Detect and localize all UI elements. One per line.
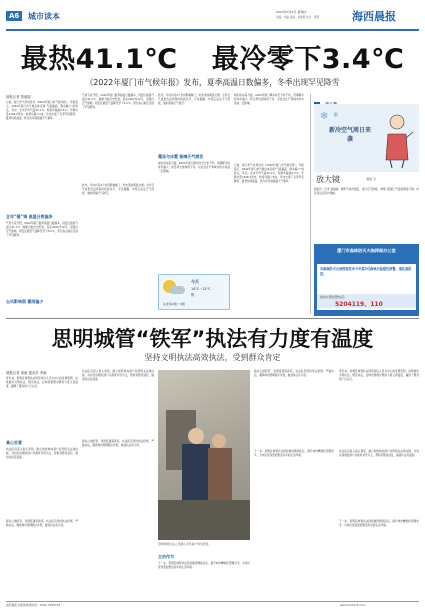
story1-col-4b: 日前，厦门市气象局发布《2022年厦门市气候年报》。年报显示，2022年厦门市气候总体呈现“气温偏高、降水偏少”的特点，其中，全市平均气温22.1℃，较常年偏高0.3℃；年降水量1166.2毫米，较常年偏少2成。年内出现了冬季罕见降雪、夏季持续高温、秋冬连旱等极端天气事件。 xyxy=(234,164,304,183)
story2-photo xyxy=(158,370,250,540)
weather-box xyxy=(158,274,230,310)
headline-hot: 最热41.1℃ xyxy=(20,44,178,75)
page-number-tag: A6 xyxy=(6,11,22,21)
story1-subhead-1: 全年“暖”调 高温日数偏多 xyxy=(6,214,53,219)
weather-temp: 14℃～21℃ xyxy=(191,287,211,291)
section-name: 城市读本 xyxy=(28,12,60,21)
weather-wind: 东北风2级～3级 xyxy=(163,302,185,306)
story2-col-4: 面对占道经营、违规搭建等顽疾，执法队员坚持依法依规、严格执法，确保城市管理秩序井然，做到执法有力度。 xyxy=(254,370,334,377)
footer-right: www.xmhxcb.com xyxy=(340,603,366,607)
story2-col-1c: 面对占道经营、违规搭建等顽疾，执法队员坚持依法依规、严格执法，确保城市管理秩序井然，做到执法有力度。 xyxy=(6,520,78,527)
story2-col-1: 近年来，思明区城管执法局坚持以人民为中心的发展思想，持续推进文明执法、规范执法，在城市管理中既讲力度又讲温度，赢得了群众的广泛认可。 xyxy=(6,377,78,388)
story2-col-2: 执法队员深入街头巷尾，耐心细致地向商户宣传相关法律法规，对初次违规的商户以教育劝导为主，帮助其整改到位，做到执法有温度。 xyxy=(82,370,154,381)
hotline-number: 5204119、110 xyxy=(335,301,383,308)
cartoon-figure-icon xyxy=(380,112,414,170)
sidebar-divider xyxy=(310,94,311,314)
story1-byline: 晨报记者 蔡丽丽 xyxy=(6,95,31,99)
story2-col-5: 近年来，思明区城管执法局坚持以人民为中心的发展思想，持续推进文明执法、规范执法，在城市管理中既讲力度又讲温度，赢得了群众的广泛认可。 xyxy=(339,370,419,381)
story2-byline: 晨报记者 周丽 通讯员 李颖 xyxy=(6,371,47,375)
story1-headline xyxy=(6,37,419,75)
svg-text:❄: ❄ xyxy=(320,111,329,122)
story1-col-3: 此外，年内共有4个台风影响厦门，均未造成明显灾情；全年空气质量优良率保持较高水平。专家提醒，市民应关注天气预报，做好极端天气防范。 xyxy=(158,94,230,105)
story2-col-5c: 下一步，思明区城管执法局将继续锤炼队伍，提升城市精细化管理水平，为市民营造更加整洁有序的生活环境。 xyxy=(339,520,419,527)
editor-line: 责编：刘建 美编：刘建霞 校对：黄霞 xyxy=(276,16,320,19)
story2-col-2b: 面对占道经营、违规搭建等顽疾，执法队员坚持依法依规、严格执法，确保城市管理秩序井然，做到执法有力度。 xyxy=(82,440,154,447)
story2-col-5b: 执法队员深入街头巷尾，耐心细致地向商户宣传相关法律法规，对初次违规的商户以教育劝导为主，帮助其整改到位，做到执法有温度。 xyxy=(339,450,419,457)
story1-col-3b: 雨水和冰雹方面，2022年厦门降水时空分布不均，汛期降水较常年偏少，秋冬季出现持续干旱，对农业生产和城市供水造成一定影响。 xyxy=(158,162,230,173)
story1-subhead: 《2022年厦门市气候年报》发布，夏季高温日数偏多，冬季出现罕见降雪 xyxy=(85,78,340,87)
story2-subhead-1: 真心实意 xyxy=(6,440,22,445)
headline-cold: 最冷零下3.4℃ xyxy=(211,44,405,75)
page-header xyxy=(6,8,419,28)
ad-title: 厦门市森林防灭火指挥部办公室 xyxy=(337,248,396,253)
footer-left: 海西晨报全媒体新闻热线：0592-5393333 xyxy=(6,603,61,607)
story1-col-1: 日前，厦门市气象局发布《2022年厦门市气候年报》。年报显示，2022年厦门市气候总体呈现“气温偏高、降水偏少”的特点，其中，全市平均气温22.1℃，较常年偏高0.3℃；年降水量1166.2毫米，较常年偏少2成。年内出现了冬季罕见降雪、夏季持续高温、秋冬连旱等极端天气事件。 xyxy=(6,101,78,120)
forest-fire-ad xyxy=(314,244,419,316)
sidebar-author: 放大镜 xyxy=(316,175,340,184)
story2-col-4b: 下一步，思明区城管执法局将继续锤炼队伍，提升城市精细化管理水平，为市民营造更加整洁有序的生活环境。 xyxy=(254,450,334,457)
story2-subhead: 坚持文明执法高效执法，受到群众肯定 xyxy=(144,353,281,362)
story1-col-2: 气象专家介绍，2022年厦门夏季高温日数偏多，同安区最高气温达41.1℃，刷新当地历史纪录；而在2022年12月，受强冷空气影响，同安区最低气温降至零下3.4℃，部分高山地区出现了罕见降雪。 xyxy=(82,94,154,109)
hotline-label: 森林火警报警电话： xyxy=(320,295,348,299)
ad-body: 市森林防灭火指挥部发布今年第2号森林火险橙色预警，请注意防范。 xyxy=(320,267,412,276)
cartoon-illustration xyxy=(314,104,419,172)
ad-panel xyxy=(317,264,416,310)
weather-desc: 阴 xyxy=(191,293,195,297)
sidebar-body: 晨报讯（记者 蔡丽丽）据市气象台预报，受冷空气影响，本周日起厦门气温将明显下降，市民需注意添衣保暖。 xyxy=(314,188,419,195)
story1-col-2b: 此外，年内共有4个台风影响厦门，均未造成明显灾情；全年空气质量优良率保持较高水平。专家提醒，市民应关注天气预报，做好极端天气防范。 xyxy=(82,184,154,195)
header-rule xyxy=(6,29,419,31)
cartoon-caption: 新冷空气周日来袭 xyxy=(328,127,371,143)
issue-date: 2023年3月9日 星期四 xyxy=(276,10,307,14)
story2-subhead-2: 主动作为 xyxy=(158,554,174,559)
story1-body xyxy=(6,94,306,314)
snowflake-icon xyxy=(318,108,346,122)
story1-subhead-3: 霜冻与冰雹 极端天气频发 xyxy=(158,154,204,159)
resident-head-icon xyxy=(212,434,226,448)
story2-body xyxy=(6,370,419,598)
sidebar-column-head xyxy=(314,94,354,102)
story2-headline: 思明城管“铁军”执法有力度有温度 xyxy=(51,327,374,351)
story2-col-1b: 执法队员深入街头巷尾，耐心细致地向商户宣传相关法律法规，对初次违规的商户以教育劝导为主，帮助其整改到位，做到执法有温度。 xyxy=(6,448,78,459)
sidebar xyxy=(314,94,419,316)
story1-subhead-2: 台风影响弱 暴雨偏少 xyxy=(6,299,44,304)
story1-col-4: 雨水和冰雹方面，2022年厦门降水时空分布不均，汛期降水较常年偏少，秋冬季出现持续干旱，对农业生产和城市供水造成一定影响。 xyxy=(234,94,304,105)
story-separator xyxy=(6,318,419,319)
resident-figure-icon xyxy=(208,448,232,500)
story1-col-1b: 气象专家介绍，2022年厦门夏季高温日数偏多，同安区最高气温达41.1℃，刷新当地历史纪录；而在2022年12月，受强冷空气影响，同安区最低气温降至零下3.4℃，部分高山地区出现了罕见降雪。 xyxy=(6,222,78,237)
story2-col-3: 下一步，思明区城管执法局将继续锤炼队伍，提升城市精细化管理水平，为市民营造更加整洁有序的生活环境。 xyxy=(158,562,250,569)
hotline-strip xyxy=(317,294,416,308)
footer-rule xyxy=(6,601,419,602)
photo-caption: 思明城管执法人员耐心劝导商户规范经营。 xyxy=(158,542,212,546)
officer-figure-icon xyxy=(182,444,210,500)
weather-day: 今天 xyxy=(191,279,199,284)
cloud-icon xyxy=(169,286,185,294)
sidebar-author-note: 漫画 李 xyxy=(366,177,376,181)
paper-logo: 海西晨报 xyxy=(352,10,396,23)
svg-text:❄: ❄ xyxy=(333,111,339,119)
officer-head-icon xyxy=(188,428,204,444)
